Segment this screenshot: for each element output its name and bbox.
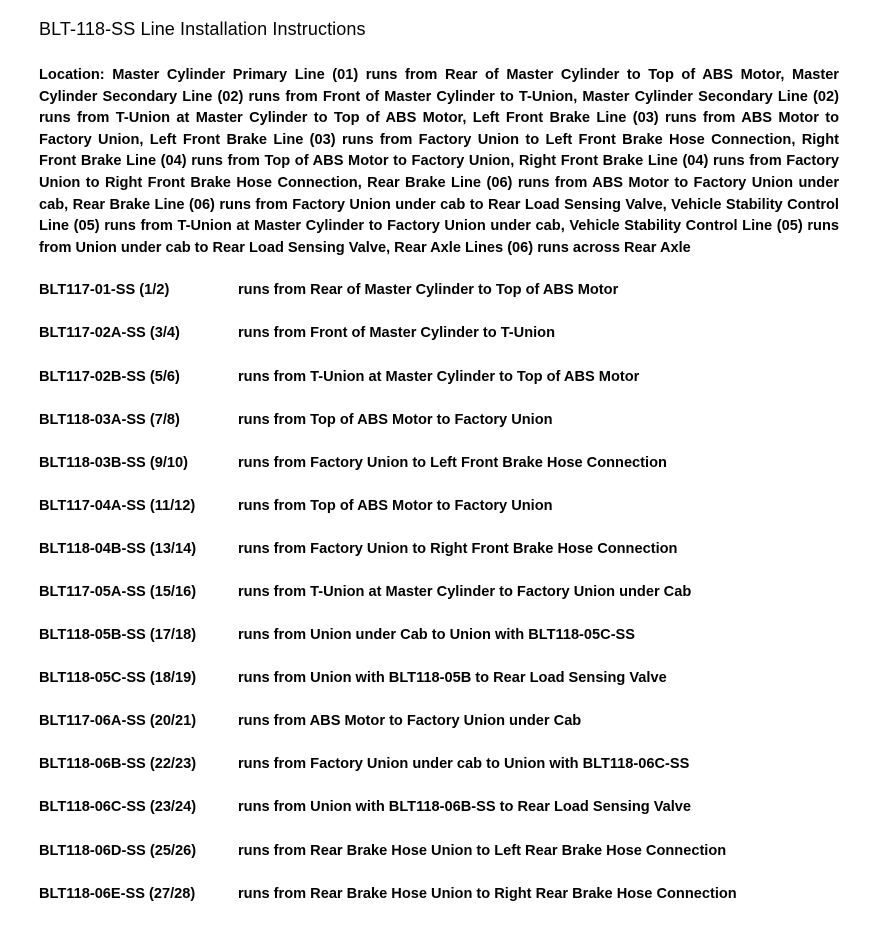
line-row-06e [39,884,839,927]
line-description: runs from Rear of Master Cylinder to Top of ABS Motor [238,282,619,299]
line-part-number: BLT118-06E-SS (27/28) [39,885,196,902]
line-description: runs from Rear Brake Hose Union to Right Rear Brake Hose Connection [238,885,737,902]
line-row-01 [39,280,839,323]
line-part-number: BLT118-03B-SS (9/10) [39,454,188,471]
line-description: runs from T-Union at Master Cylinder to Factory Union under Cab [238,584,692,600]
line-description: runs from T-Union at Master Cylinder to Top of ABS Motor [238,368,640,385]
line-part-number: BLT118-05B-SS (17/18) [39,627,197,644]
line-row-05c [39,668,839,711]
line-description: runs from ABS Motor to Factory Union under Cab [238,713,582,730]
line-row-04b [39,539,839,582]
line-part-number: BLT118-05C-SS (18/19) [39,670,197,687]
line-part-number: BLT117-04A-SS (11/12) [39,497,196,514]
line-part-number: BLT118-06B-SS (22/23) [39,756,197,773]
line-list [39,280,839,926]
line-part-number: BLT117-06A-SS (20/21) [39,713,197,730]
line-row-03b [39,453,839,496]
line-description: runs from Front of Master Cylinder to T-Union [238,325,556,342]
line-row-06b [39,754,839,797]
line-part-number: BLT117-01-SS (1/2) [39,282,170,299]
page-title: BLT-118-SS Line Installation Instructions [39,19,366,39]
line-description: runs from Union with BLT118-06B-SS to Rear Load Sensing Valve [238,799,692,816]
line-row-04a [39,496,839,539]
line-row-03a [39,410,839,453]
line-part-number: BLT118-03A-SS (7/8) [39,411,180,428]
line-description: runs from Rear Brake Hose Union to Left Rear Brake Hose Connection [238,842,727,859]
line-description: runs from Union with BLT118-05B to Rear Load Sensing Valve [238,670,667,687]
line-description: runs from Factory Union to Left Front Brake Hose Connection [238,454,667,471]
location-paragraph: Location: Master Cylinder Primary Line (01) runs from Rear of Master Cylinder to Top of ABS Motor, Master Cylinder Secondary Line (02) runs from Front of Master Cylinder to T-Union, Master Cylinder Secondary Line (02) runs from T-Union at Master Cylinder to Top of ABS Motor, Left Front Brake Line (03) runs from ABS Motor to Factory Union, Left Front Brake Line (03) runs from Factory Union to Left Front Brake Hose Connection, Right Front Brake Line (04) runs from Top of ABS Motor to Factory Union, Right Front Brake Line (04) runs from Factory Union to Right Front Brake Hose Connection, Rear Brake Line (06) runs from ABS Motor to Factory Union under cab, Rear Brake Line (06) runs from Factory Union under cab to Rear Load Sensing Valve, Vehicle Stability Control Line (05) runs from T-Union at Master Cylinder to Factory Union under cab, Vehicle Stability Control Line (05) runs from Union under cab to Rear Load Sensing Valve, Rear Axle Lines (06) runs across Rear Axle [39,67,839,256]
line-description: runs from Union under Cab to Union with BLT118-05C-SS [238,627,636,644]
line-description: runs from Factory Union under cab to Union with BLT118-06C-SS [238,756,690,773]
line-part-number: BLT118-06D-SS (25/26) [39,842,197,859]
line-part-number: BLT117-05A-SS (15/16) [39,584,197,600]
line-part-number: BLT118-04B-SS (13/14) [39,540,197,557]
line-row-05b [39,625,839,668]
line-part-number: BLT118-06C-SS (23/24) [39,799,197,816]
line-row-06a [39,711,839,754]
line-description: runs from Factory Union to Right Front Brake Hose Connection [238,540,678,557]
line-part-number: BLT117-02A-SS (3/4) [39,325,180,342]
line-description: runs from Top of ABS Motor to Factory Union [238,411,553,428]
line-row-05a [39,582,839,625]
instructions-page [39,17,839,943]
line-row-02b [39,367,839,410]
line-row-02a [39,323,839,366]
line-row-06d [39,841,839,884]
line-description: runs from Top of ABS Motor to Factory Union [238,497,553,514]
line-part-number: BLT117-02B-SS (5/6) [39,368,180,385]
line-row-06c [39,797,839,840]
